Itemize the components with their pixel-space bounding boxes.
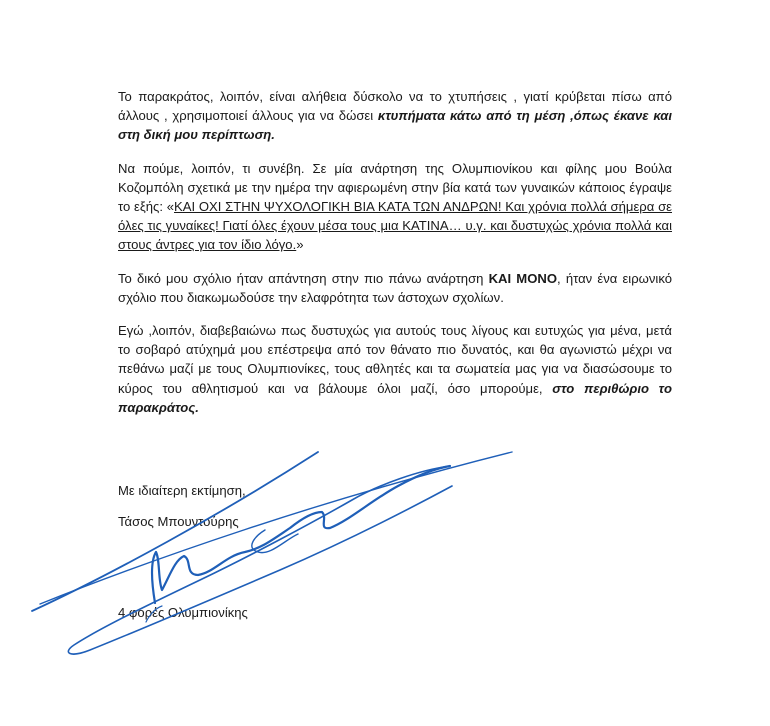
paragraph-2-quote: ΚΑΙ ΟΧΙ ΣΤΗΝ ΨΥΧΟΛΟΓΙΚΗ ΒΙΑ ΚΑΤΑ ΤΩΝ ΑΝΔΡΩΝ! Και χρόνια πολλά σήμερα σε όλες τις γυναίκες! Γιατί όλες έχουν μέσα τους μια ΚΑΤΙΝΑ… υ.γ. και δυστυχώς χρόνια πολλά και στους άντρες για τον ίδιο λόγο. xyxy=(118,199,672,253)
paragraph-1-emphasis: κτυπήματα κάτω από τη μέση ,όπως έκανε και στη δική μου περίπτωση. xyxy=(118,108,672,143)
signatory-title: 4 φορές Ολυμπιονίκης xyxy=(118,605,248,620)
paragraph-4 xyxy=(118,321,672,417)
closing-regards: Με ιδιαίτερη εκτίμηση, xyxy=(118,483,246,498)
paragraph-4-text: Εγώ ,λοιπόν, διαβεβαιώνω πως δυστυχώς για αυτούς τους λίγους και ευτυχώς για μένα, μετά το σοβαρό ατύχημά μου επέστρεψα από τον θάνατο πιο δυνατός, και θα αγωνιστώ μέχρι να πεθάνω μαζί με τους Ολυμπιονίκες, τους αθλητές και τα σωματεία μας για να διασώσουμε το κύρος του αθλητισμού και να βάλουμε όλοι μαζί, όσο μπορούμε, xyxy=(118,323,672,396)
paragraph-1-text: Το παρακράτος, λοιπόν, είναι αλήθεια δύσκολο να το χτυπήσεις , γιατί κρύβεται πίσω από άλλους , χρησιμοποιεί άλλους για να δώσει xyxy=(118,89,672,124)
paragraph-3-emphasis: ΚΑΙ ΜΟΝΟ xyxy=(488,270,558,286)
paragraph-3-text-end: , ήταν ένα ειρωνικό σχόλιο που διακωμωδούσε την ελαφρότητα των άστοχων σχολίων. xyxy=(118,270,673,305)
letter-body xyxy=(118,87,672,431)
paragraph-2 xyxy=(118,159,672,255)
paragraph-2-quote-close: » xyxy=(296,237,304,253)
paragraph-2-text: Να πούμε, λοιπόν, τι συνέβη. Σε μία ανάρτηση της Ολυμπιονίκου και φίλης μου Βούλα Κοζομπόλη σχετικά με την ημέρα την αφιερωμένη στην βία κατά των γυναικών κάποιος έγραψε το εξής: « xyxy=(118,160,672,215)
paragraph-1 xyxy=(118,87,672,145)
paragraph-3-text: Το δικό μου σχόλιο ήταν απάντηση στην πιο πάνω ανάρτηση xyxy=(118,270,489,286)
signatory-name: Τάσος Μπουντούρης xyxy=(118,514,239,529)
paragraph-3 xyxy=(118,269,672,307)
paragraph-4-emphasis: στο περιθώριο το παρακράτος. xyxy=(118,380,672,415)
